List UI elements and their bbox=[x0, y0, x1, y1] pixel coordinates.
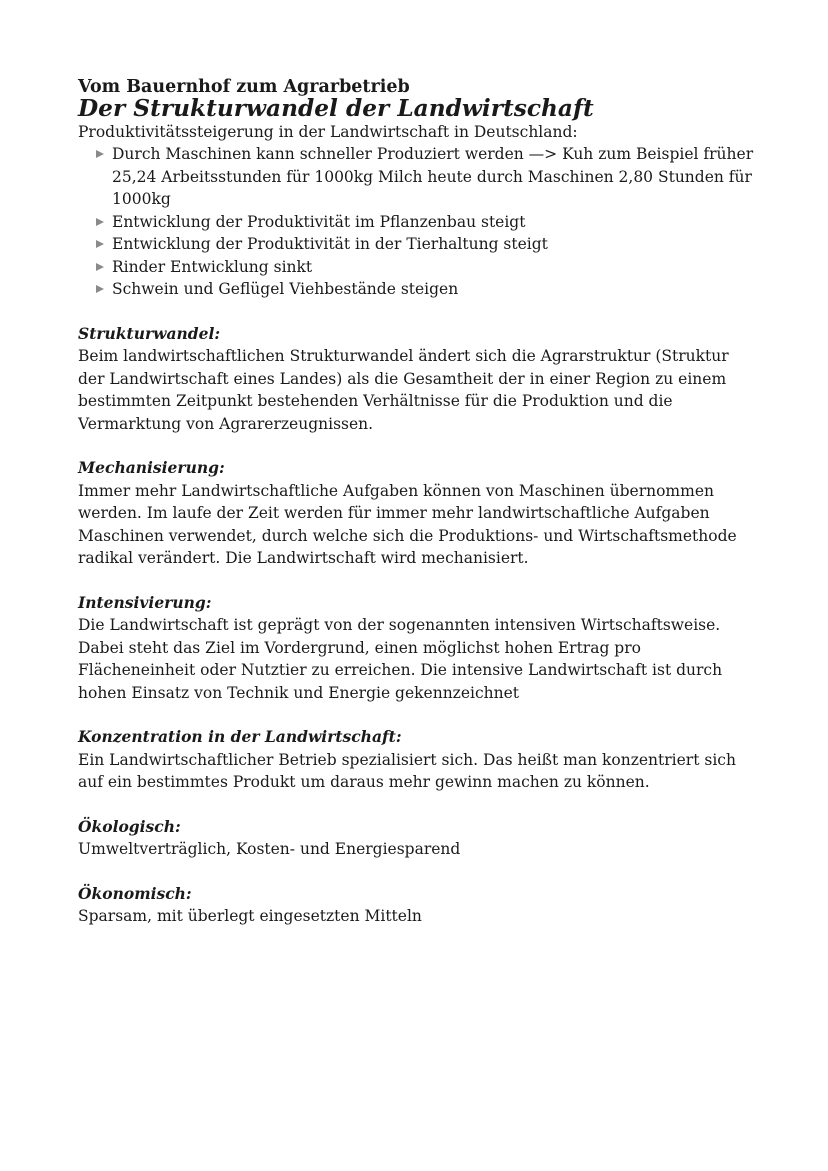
triangle-bullet-icon bbox=[96, 263, 104, 271]
section-mechanisierung bbox=[78, 457, 758, 570]
section-konzentration bbox=[78, 726, 758, 794]
bullet-text: Entwicklung der Produktivität in der Tierhaltung steigt bbox=[112, 235, 548, 253]
intro-text: Produktivitätssteigerung in der Landwirtschaft in Deutschland: bbox=[78, 122, 578, 141]
section-text: Umweltverträglich, Kosten- und Energiesparend bbox=[78, 840, 461, 858]
section-heading: Strukturwandel: bbox=[78, 323, 221, 343]
triangle-bullet-icon bbox=[96, 285, 104, 293]
section-text: Ein Landwirtschaftlicher Betrieb spezialisiert sich. Das heißt man konzentriert sich auf ein bestimmtes Produkt um daraus mehr gewinn machen zu können. bbox=[78, 750, 736, 791]
section-text: Sparsam, mit überlegt eingesetzten Mitteln bbox=[78, 907, 422, 925]
section-text: Die Landwirtschaft ist geprägt von der sogenannten intensiven Wirtschaftsweise. Dabei steht das Ziel im Vordergrund, einen möglichst hohen Ertrag pro Flächeneinheit oder Nutztier zu erreichen. Die intensive Landwirtschaft ist durch hohen Einsatz von Technik und Energie gekennzeichnet bbox=[78, 616, 723, 702]
bullet-item bbox=[96, 211, 758, 234]
section-heading: Mechanisierung: bbox=[78, 458, 225, 477]
section-text: Beim landwirtschaftlichen Strukturwandel ändert sich die Agrarstruktur (Struktur der Landwirtschaft eines Landes) als die Gesamtheit der in einer Region zu einem bestimmten Zeitpunkt bestehenden Verhältnisse für die Produktion und die Vermarktung von Agrarerzeugnissen. bbox=[78, 347, 729, 433]
section-oekologisch bbox=[78, 816, 758, 861]
section-text: Immer mehr Landwirtschaftliche Aufgaben können von Maschinen übernommen werden. Im laufe der Zeit werden für immer mehr landwirtschaftliche Aufgaben Maschinen verwendet, durch welche sich die Produktions- und Wirtschaftsmethode radikal verändert. Die Landwirtschaft wird mechanisiert. bbox=[78, 481, 737, 567]
bullet-item bbox=[96, 278, 758, 301]
section-strukturwandel bbox=[78, 323, 758, 436]
section-heading: Intensivierung: bbox=[78, 592, 212, 612]
triangle-bullet-icon bbox=[96, 218, 104, 226]
section-oekonomisch bbox=[78, 883, 758, 928]
triangle-bullet-icon bbox=[96, 150, 104, 158]
triangle-bullet-icon bbox=[96, 240, 104, 248]
bullet-item bbox=[96, 143, 758, 211]
bullet-text: Entwicklung der Produktivität im Pflanzenbau steigt bbox=[112, 212, 526, 231]
bullet-text: Rinder Entwicklung sinkt bbox=[112, 257, 313, 276]
section-heading: Konzentration in der Landwirtschaft: bbox=[78, 727, 402, 746]
bullet-text: Durch Maschinen kann schneller Produziert werden —> Kuh zum Beispiel früher 25,24 Arbeitsstunden für 1000kg Milch heute durch Maschinen 2,80 Stunden für 1000kg bbox=[112, 145, 754, 208]
bullet-item bbox=[96, 233, 758, 256]
section-heading: Ökonomisch: bbox=[78, 883, 192, 903]
bullet-list bbox=[78, 143, 758, 301]
section-intensivierung bbox=[78, 592, 758, 705]
document-subtitle: Der Strukturwandel der Landwirtschaft bbox=[78, 95, 594, 122]
document-page bbox=[78, 76, 758, 928]
section-heading: Ökologisch: bbox=[78, 816, 181, 836]
bullet-text: Schwein und Geflügel Viehbestände steigen bbox=[112, 280, 459, 298]
bullet-item bbox=[96, 256, 758, 279]
document-title: Vom Bauernhof zum Agrarbetrieb bbox=[78, 77, 410, 97]
